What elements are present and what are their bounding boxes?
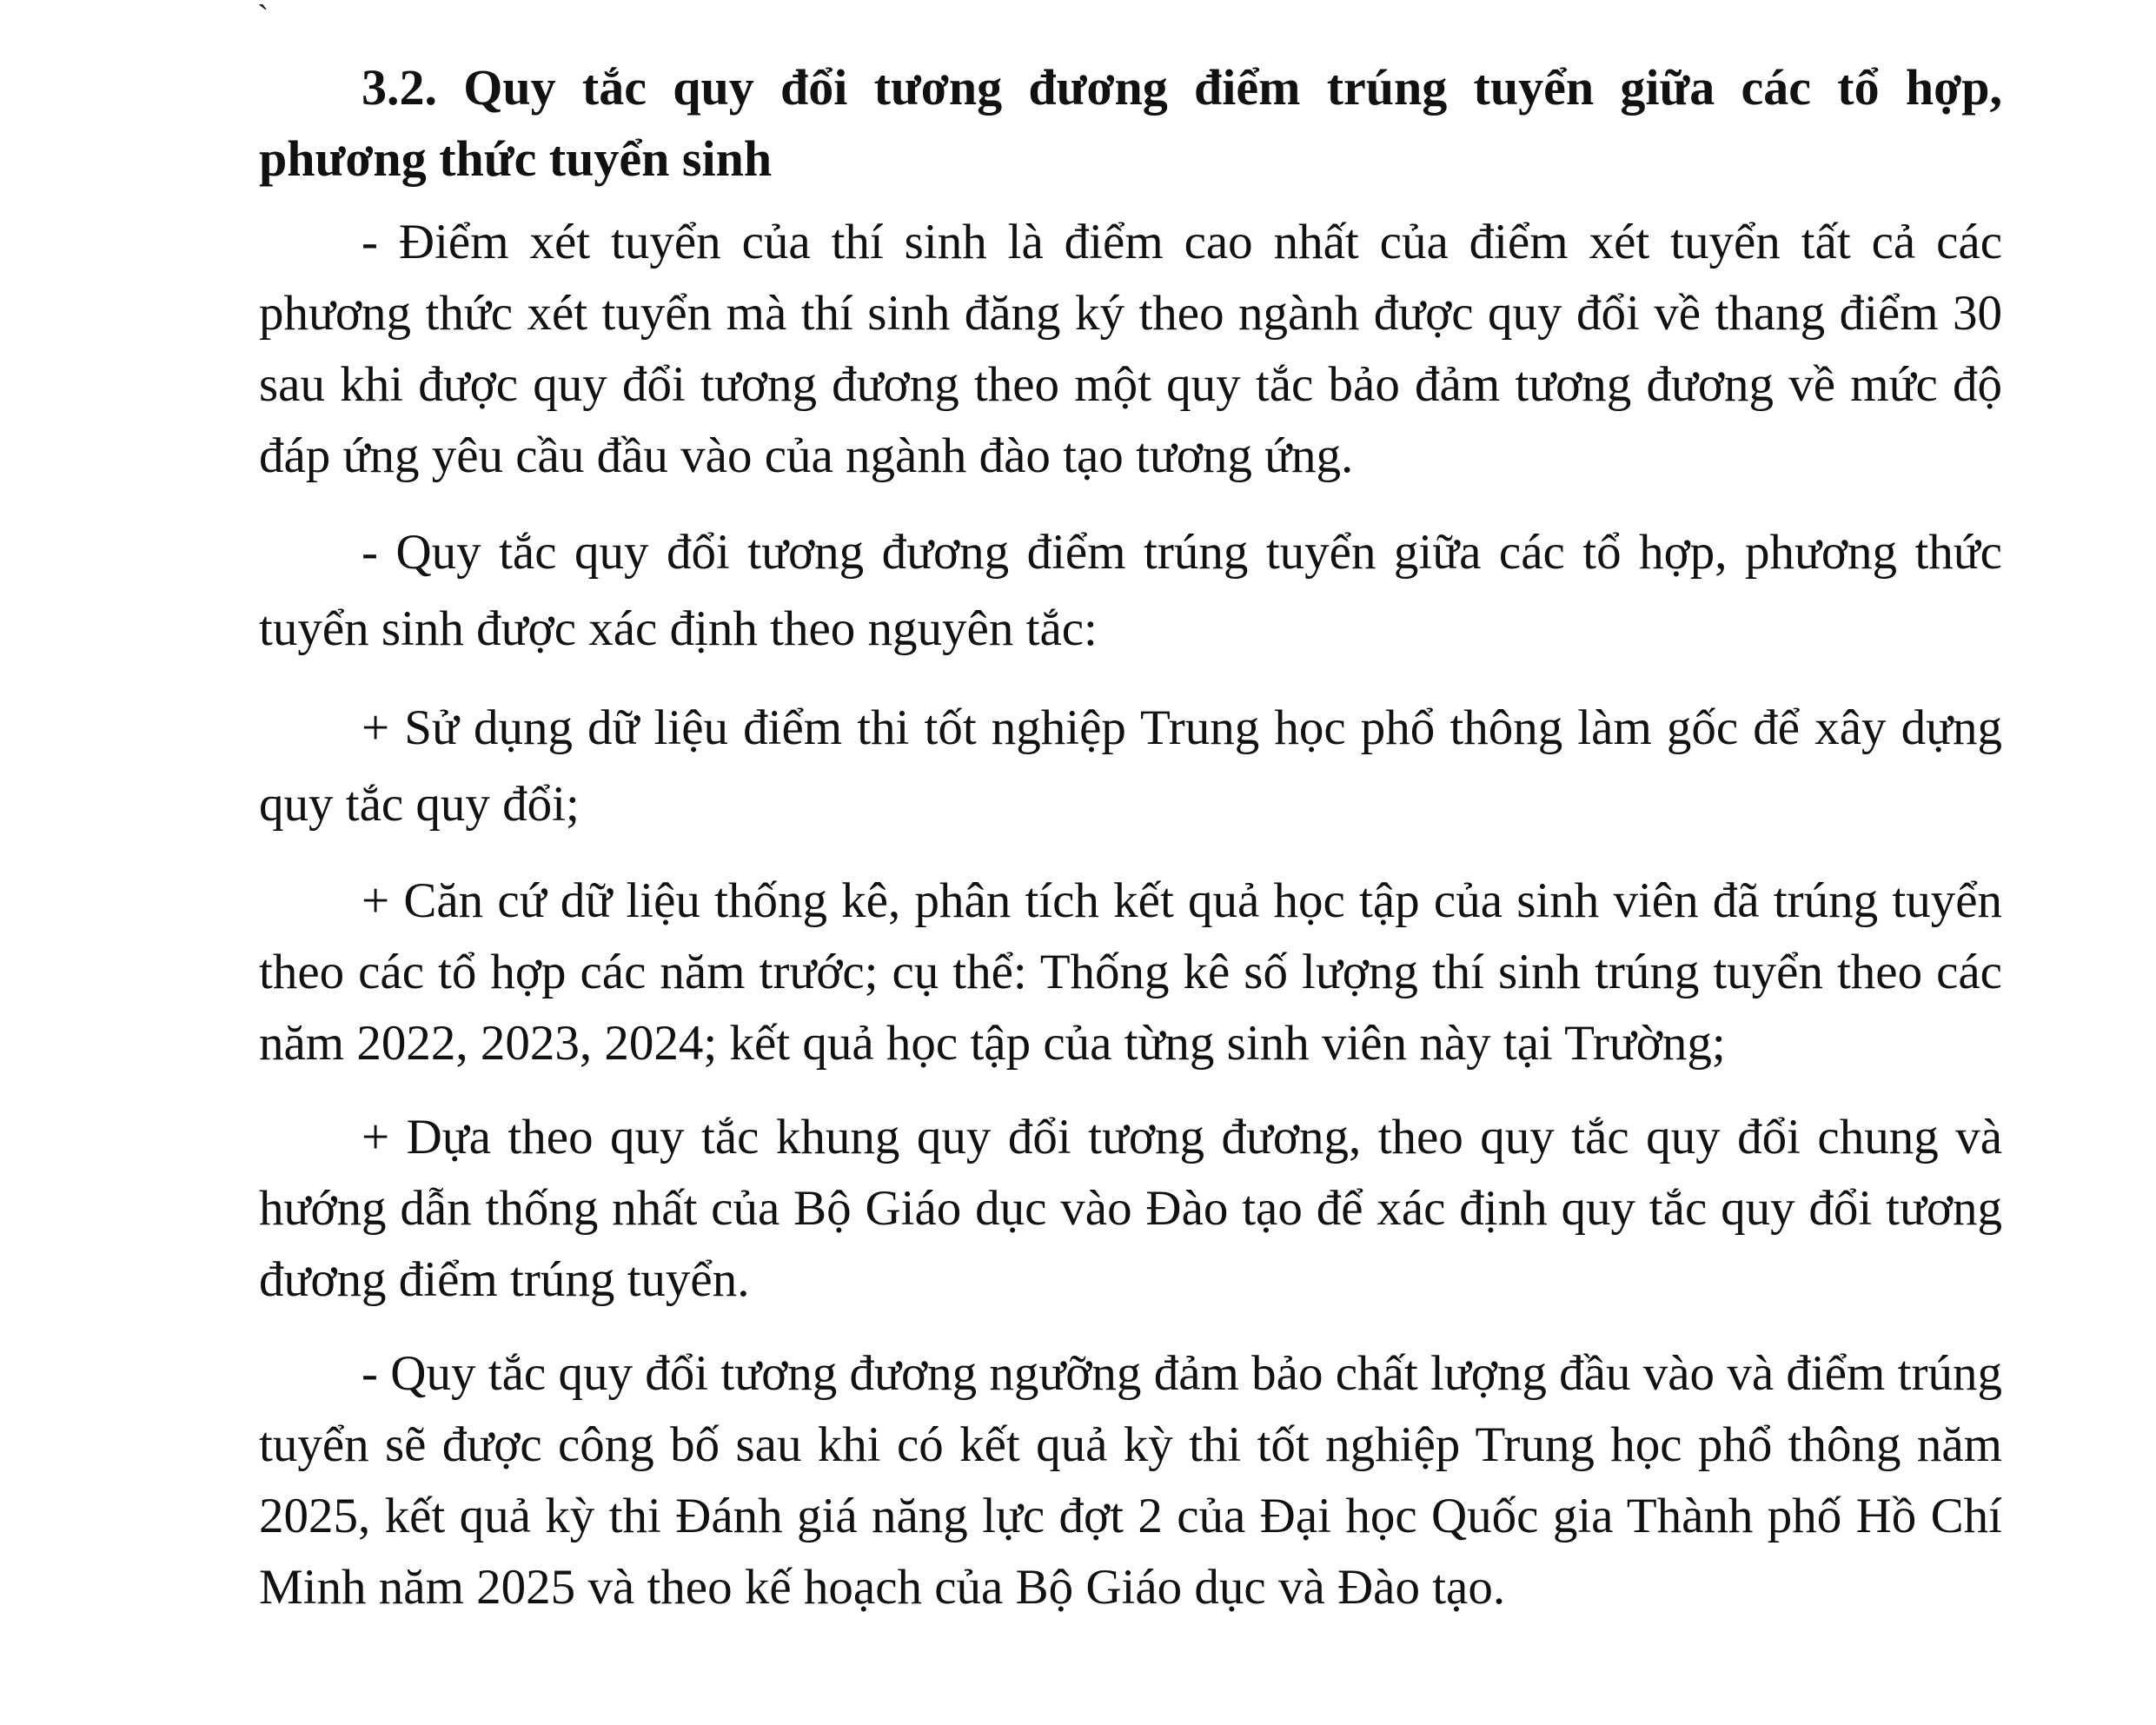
paragraph-admission-score: - Điểm xét tuyển của thí sinh là điểm cao nhất của điểm xét tuyển tất cả các phương thức xét tuyển mà thí sinh đăng ký theo ngành được quy đổi về thang điểm 30 sau khi được quy đổi tương đương theo một quy tắc bảo đảm tương đương về mức độ đáp ứng yêu cầu đầu vào của ngành đào tạo tương ứng.: [259, 215, 2002, 483]
paragraph-bullet-statistics: + Căn cứ dữ liệu thống kê, phân tích kết quả học tập của sinh viên đã trúng tuyển theo các tổ hợp các năm trước; cụ thể: Thống kê số lượng thí sinh trúng tuyển theo các năm 2022, 2023, 2024; kết quả học tập của từng sinh viên này tại Trường;: [259, 873, 2002, 1071]
paragraph-bullet-exam-data: + Sử dụng dữ liệu điểm thi tốt nghiệp Trung học phổ thông làm gốc để xây dựng quy tắc quy đổi;: [259, 700, 2002, 832]
paragraph-bullet-framework: + Dựa theo quy tắc khung quy đổi tương đương, theo quy tắc quy đổi chung và hướng dẫn thống nhất của Bộ Giáo dục vào Đào tạo để xác định quy tắc quy đổi tương đương điểm trúng tuyển.: [259, 1110, 2002, 1307]
section-heading: 3.2. Quy tắc quy đổi tương đương điểm trúng tuyển giữa các tổ hợp, phương thức tuyển sinh: [259, 59, 2002, 187]
document-body: [259, 52, 2002, 1646]
stray-mark: `: [257, 0, 269, 36]
paragraph-conversion-principles: - Quy tắc quy đổi tương đương điểm trúng tuyển giữa các tổ hợp, phương thức tuyển sinh được xác định theo nguyên tắc:: [259, 525, 2002, 656]
paragraph-announcement: - Quy tắc quy đổi tương đương ngưỡng đảm bảo chất lượng đầu vào và điểm trúng tuyển sẽ được công bố sau khi có kết quả kỳ thi tốt nghiệp Trung học phổ thông năm 2025, kết quả kỳ thi Đánh giá năng lực đợt 2 của Đại học Quốc gia Thành phố Hồ Chí Minh năm 2025 và theo kế hoạch của Bộ Giáo dục và Đào tạo.: [259, 1346, 2002, 1615]
